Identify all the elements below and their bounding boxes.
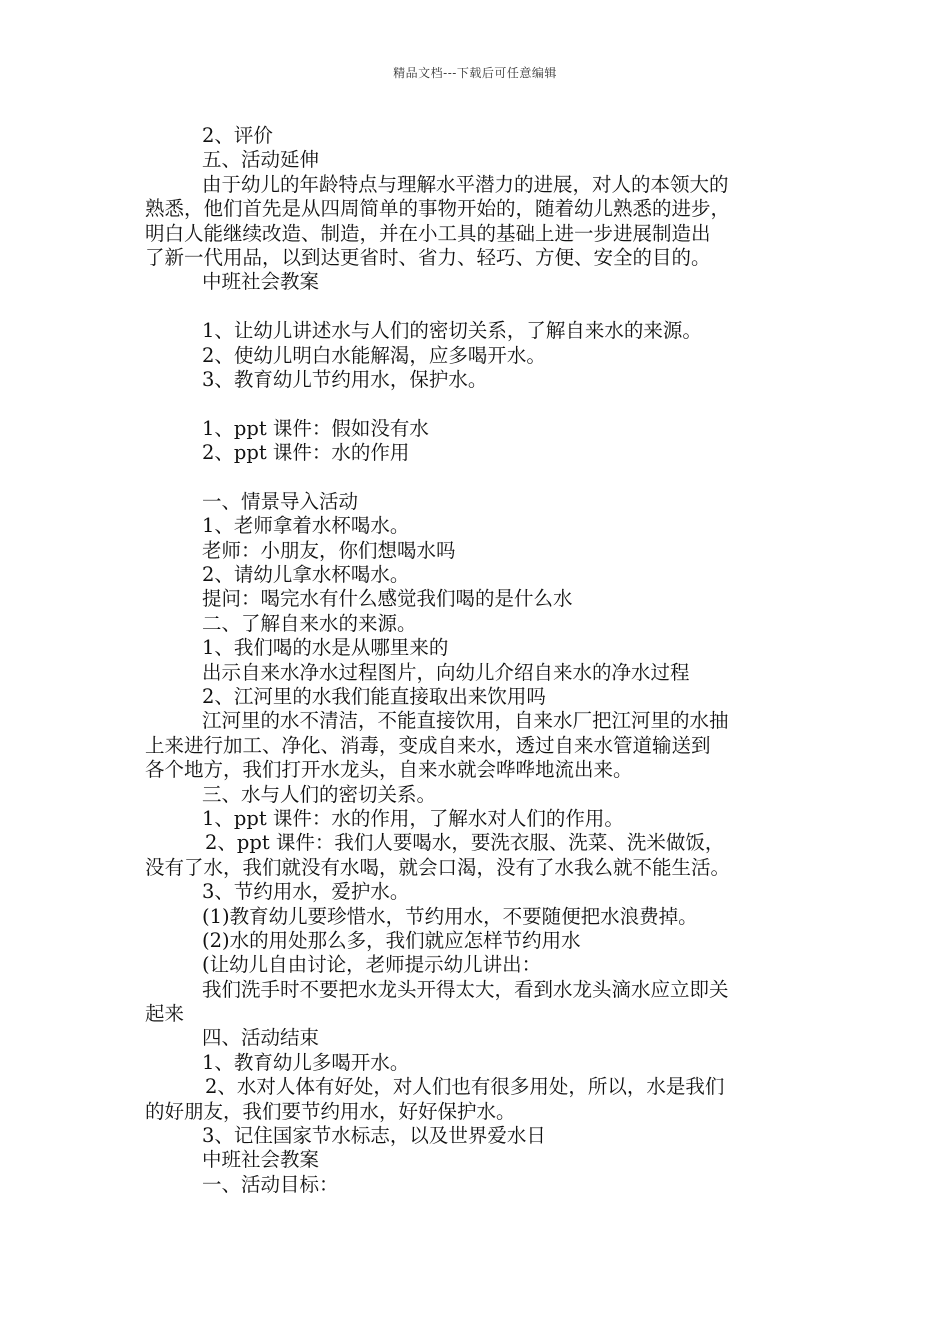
text-line: 出示自来水净水过程图片，向幼儿介绍自来水的净水过程 <box>202 660 690 684</box>
paragraph-line: 我们洗手时不要把水龙头开得太大，看到水龙头滴水应立即关 <box>202 977 729 1001</box>
list-item: (1)教育幼儿要珍惜水，节约用水，不要随便把水浪费掉。 <box>202 904 698 928</box>
text-line: 提问：喝完水有什么感觉我们喝的是什么水 <box>202 587 573 611</box>
list-item: 2、水对人体有好处，对人们也有很多用处，所以，水是我们 <box>205 1075 725 1099</box>
text-line: (让幼儿自由讨论，老师提示幼儿讲出： <box>202 953 542 977</box>
paragraph-line: 上来进行加工、净化、消毒，变成自来水，透过自来水管道输送到 <box>145 733 711 757</box>
blank-line <box>145 465 810 489</box>
text-line: 老师：小朋友，你们想喝水吗 <box>202 538 456 562</box>
section-heading: 四、活动结束 <box>202 1026 320 1050</box>
document-title: 中班社会教案 <box>202 270 320 294</box>
list-item: 1、我们喝的水是从哪里来的 <box>202 636 449 660</box>
list-item: 1、ppt 课件：假如没有水 <box>202 416 429 440</box>
list-item: 3、节约用水，爱护水。 <box>202 880 410 904</box>
blank-line <box>145 392 810 416</box>
paragraph-line: 由于幼儿的年龄特点与理解水平潜力的进展，对人的本领大的 <box>202 172 729 196</box>
list-item: (2)水的用处那么多，我们就应怎样节约用水 <box>202 928 581 952</box>
paragraph-line: 熟悉，他们首先是从四周简单的事物开始的，随着幼儿熟悉的进步， <box>145 197 731 221</box>
document-title: 中班社会教案 <box>202 1148 320 1172</box>
list-item: 1、ppt 课件：水的作用，了解水对人们的作用。 <box>202 806 624 830</box>
list-item: 2、ppt 课件：我们人要喝水，要洗衣服、洗菜、洗米做饭， <box>205 831 725 855</box>
list-item: 3、记住国家节水标志，以及世界爱水日 <box>202 1124 546 1148</box>
page-header: 精品文档---下载后可任意编辑 <box>393 66 557 80</box>
list-item: 1、让幼儿讲述水与人们的密切关系，了解自来水的来源。 <box>202 319 702 343</box>
list-item: 2、江河里的水我们能直接取出来饮用吗 <box>202 684 546 708</box>
text-line: 2、评价 <box>202 124 273 147</box>
paragraph-line: 的好朋友，我们要节约用水，好好保护水。 <box>145 1099 516 1123</box>
paragraph-line: 没有了水，我们就没有水喝，就会口渴，没有了水我么就不能生活。 <box>145 855 731 879</box>
list-item: 2、使幼儿明白水能解渴，应多喝开水。 <box>202 343 546 367</box>
section-heading: 一、活动目标： <box>202 1172 339 1196</box>
paragraph-line: 起来 <box>145 1002 185 1026</box>
list-item: 1、老师拿着水杯喝水。 <box>202 514 410 538</box>
blank-line <box>145 295 810 319</box>
list-item: 3、教育幼儿节约用水，保护水。 <box>202 367 488 391</box>
paragraph-line: 江河里的水不清洁，不能直接饮用，自来水厂把江河里的水抽 <box>202 709 729 733</box>
document-body <box>145 124 810 1197</box>
list-item: 1、教育幼儿多喝开水。 <box>202 1050 410 1074</box>
paragraph-line: 了新一代用品，以到达更省时、省力、轻巧、方便、安全的目的。 <box>145 245 711 269</box>
paragraph-line: 明白人能继续改造、制造，并在小工具的基础上进一步进展制造出 <box>145 221 711 245</box>
list-item: 2、请幼儿拿水杯喝水。 <box>202 563 410 587</box>
section-heading: 二、了解自来水的来源。 <box>202 611 417 635</box>
list-item: 2、ppt 课件：水的作用 <box>202 441 410 465</box>
section-heading: 三、水与人们的密切关系。 <box>202 782 437 806</box>
paragraph-line: 各个地方，我们打开水龙头，自来水就会哗哗地流出来。 <box>145 758 633 782</box>
section-heading: 五、活动延伸 <box>202 148 320 172</box>
section-heading: 一、情景导入活动 <box>202 489 359 513</box>
